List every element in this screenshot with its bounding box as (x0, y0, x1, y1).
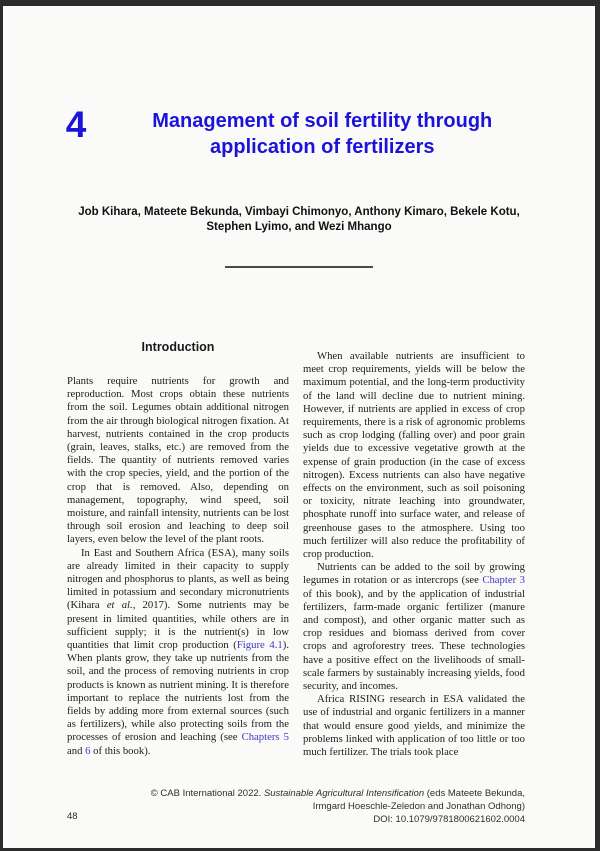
paragraph-right-3: Africa RISING research in ESA validated the use of industrial and organic fertilizers in a manner that would ensure good yields, and minimize the problems linked with application of too little or too much fertilizer. The trials took place (303, 693, 525, 759)
chapter-title: Management of soil fertility through application of fertilizers (152, 110, 493, 158)
authors-line: Job Kihara, Mateete Bekunda, Vimbayi Chimonyo, Anthony Kimaro, Bekele Kotu, Stephen Lyimo, and Wezi Mhango (78, 206, 520, 233)
chapter-3-link[interactable]: Chapter 3 (482, 574, 525, 587)
doi-line: DOI: 10.1079/9781800621602.0004 (373, 814, 525, 825)
text-columns (67, 340, 525, 759)
column-left (67, 340, 289, 759)
section-heading-introduction: Introduction (141, 340, 215, 354)
chapter-6-link[interactable]: 6 (85, 744, 91, 757)
page-number: 48 (67, 811, 78, 822)
figure-4-1-link[interactable]: Figure 4.1 (236, 639, 283, 652)
chapter-5-link[interactable]: Chapters 5 (241, 731, 289, 744)
paragraph-right-2: Nutrients can be added to the soil by growing legumes in rotation or as intercrops (see Chapter 3 of this book), and by the application of industrial fertilizers, farm-made organic fertilizer (manure and compost), and other organic matter such as crop residues and biomass derived from cover crops and agroforestry trees. These technologies have a positive effect on the livelihoods of small-scale farmers by sustainably increasing yields, food security, and incomes. (303, 561, 525, 693)
paragraph-intro-2: In East and Southern Africa (ESA), many soils are already limited in their capacity to supply nitrogen and phosphorus to plants, as well as being limited in potassium and secondary micronutrients (Kihara et al., 2017). Some nutrients may be present in limited quantities, while others are in sufficient supply; it is the nutrient(s) in low quantities that limit crop production (Figure 4.1). When plants grow, they take up nutrients from the soil, and the process of removing nutrients in crop products is known as nutrient mining. It is therefore important to replace the nutrients lost from the fields by adding more from external sources (such as fertilizers), while also protecting soils from the processes of erosion and leaching (see Chapters 5 and 6 of this book). (67, 546, 290, 757)
chapter-number: 4 (65, 104, 87, 145)
column-right (303, 340, 525, 759)
paragraph-right-1: When available nutrients are insufficient to meet crop requirements, yields will be below the maximum potential, and the long-term productivity of the land will decline due to nutrient mining. However, if nutrients are applied in excess of crop requirements, there is a risk of agronomic problems such as crop lodging (falling over) and poor grain yields due to excessive vegetative growth at the expense of grain production (in the case of excess nitrogen). Excess nutrients can also have negative effects on the environment, such as soil poisoning or toxicity, nitrate leaching into groundwater, phosphate runoff into surface water, and release of greenhouse gases to the atmosphere. Using too much fertilizer will also reduce the profitability of crop production. (303, 350, 525, 561)
et-al-citation: et al. (106, 599, 133, 612)
paragraph-intro-1: Plants require nutrients for growth and reproduction. Most crops obtain these nutrients from the soil. Legumes obtain additional nitrogen from the air through biological nitrogen fixation. At harvest, nutrients contained in the crop products (grain, leaves, stalks, etc.) are removed from the fields. The quantity of nutrients removed varies with the crop species, yield, and the portion of the crop that is removed. Also, depending on management, topography, wind speed, soil moisture, and rainfall intensity, nutrients can be lost through soil erosion and leaching to deep soil layers, even below the level of the plant roots. (67, 375, 289, 546)
book-title-italic: Sustainable Agricultural Intensification (263, 788, 425, 799)
editors-line: Irmgard Hoeschle-Zeledon and Jonathan Odhong) (312, 801, 525, 812)
book-page (3, 6, 595, 848)
chapter-heading (3, 104, 595, 160)
copyright-line: © CAB International 2022. Sustainable Agricultural Intensification (eds Mateete Bekunda, (150, 788, 525, 799)
imprint-block (133, 787, 525, 826)
author-divider-rule (225, 266, 373, 268)
